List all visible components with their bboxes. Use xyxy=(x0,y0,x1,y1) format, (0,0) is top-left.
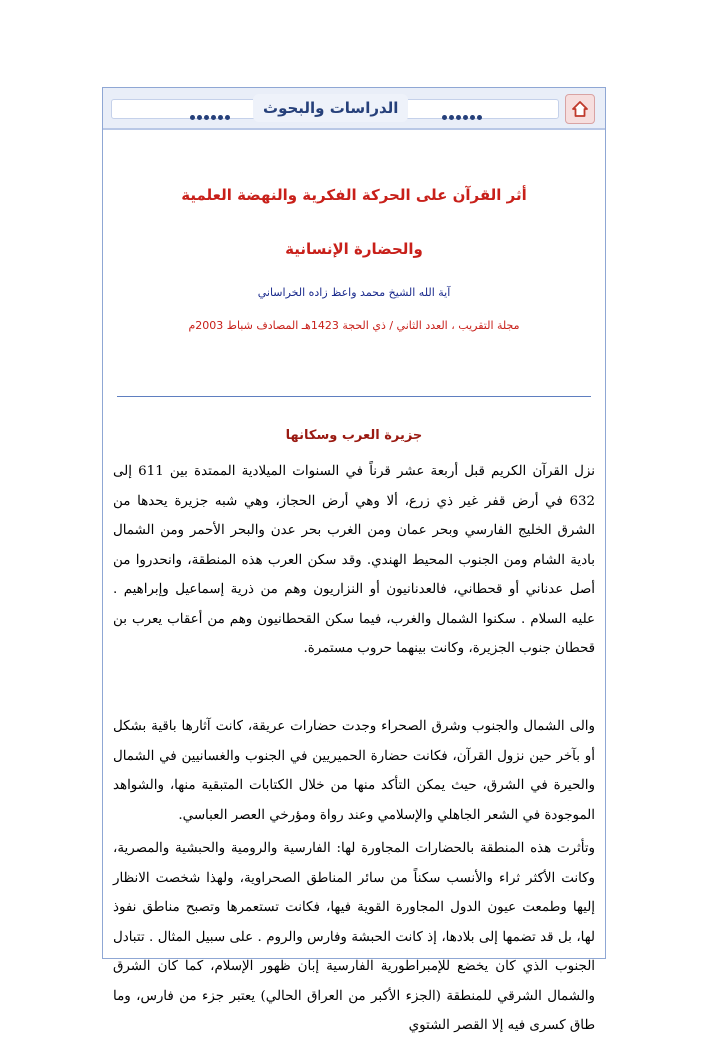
banner-title: الدراسات والبحوث xyxy=(253,94,408,122)
home-button[interactable] xyxy=(565,94,595,124)
article-title-line2: والحضارة الإنسانية xyxy=(285,240,423,258)
divider xyxy=(117,396,591,397)
article-title-line1: أثر القرآن على الحركة الفكرية والنهضة العلمية xyxy=(181,186,527,204)
banner-dots-right xyxy=(441,105,483,111)
paragraph: والى الشمال والجنوب وشرق الصحراء وجدت حضارات عريقة، كانت آثارها باقية بشكل أو بآخر حين نزول القرآن، فكانت حضارة الحميريين في الجنوب والغسانيين في الشمال والحيرة في الشرق، حيث يمكن التأكد منها من خلال الكتابات المتبقية منها، والشواهد الموجودة في الشعر الجاهلي والإسلامي وعند رواة ومؤرخي العصر العباسي. xyxy=(113,719,595,823)
section-banner xyxy=(103,88,605,130)
article-frame xyxy=(102,87,606,1033)
section-heading: جزيرة العرب وسكانها xyxy=(285,428,423,443)
article-source: مجلة التقريب ، العدد الثاني / ذي الحجة 1423هـ المصادف شباط 2003م xyxy=(188,319,520,332)
article-author: آية الله الشيخ محمد واعظ زاده الخراساني xyxy=(257,286,451,299)
paragraph: نزل القرآن الكريم قبل أربعة عشر قرناً في السنوات الميلادية الممتدة بين 611 إلى 632 في أرض قفر غير ذي زرع، ألا وهي أرض الحجاز، وهي شبه جزيرة يحدها من الشرق الخليج الفارسي وبحر عمان ومن الغرب بحر عدن والبحر الأحمر ومن الشمال بادية الشام ومن الجنوب المحيط الهندي. وقد سكن العرب هذه المنطقة، وانحدروا من أصل عدناني أو قحطاني، فالعدنانيون أو النزاريون وهم من ذرية إسماعيل وإبراهيم . عليه السلام . سكنوا الشمال والغرب، فيما سكن القحطانيون وهم من أعقاب يعرب بن قحطان جنوب الجزيرة، وكانت بينهما حروب مستمرة. xyxy=(113,464,595,656)
home-icon xyxy=(571,100,589,118)
paragraph: وتأثرت هذه المنطقة بالحضارات المجاورة لها: الفارسية والرومية والحبشية والمصرية، وكانت الأكثر ثراء والأنسب سكناً من سائر المناطق الصحراوية، ولهذا شخصت الانظار إليها وطمعت عيون الدول المجاورة القوية فيها، فكانت تستعمرها وتصبح مناطق نفوذ لها، بل قد تضمها إلى بلادها، إذ كانت الحبشة وفارس والروم . على سبيل المثال . تتبادل الجنوب الذي كان يخضع للإمبراطورية الفارسية إبان ظهور الإسلام، كما كان الشرق والشمال الشرقي للمنطقة (الجزء الأكبر من العراق الحالي) يعتبر جزء من فارس، وما طاق كسرى فيه إلا القصر الشتوي xyxy=(113,841,595,1033)
banner-dots-left xyxy=(189,105,231,111)
